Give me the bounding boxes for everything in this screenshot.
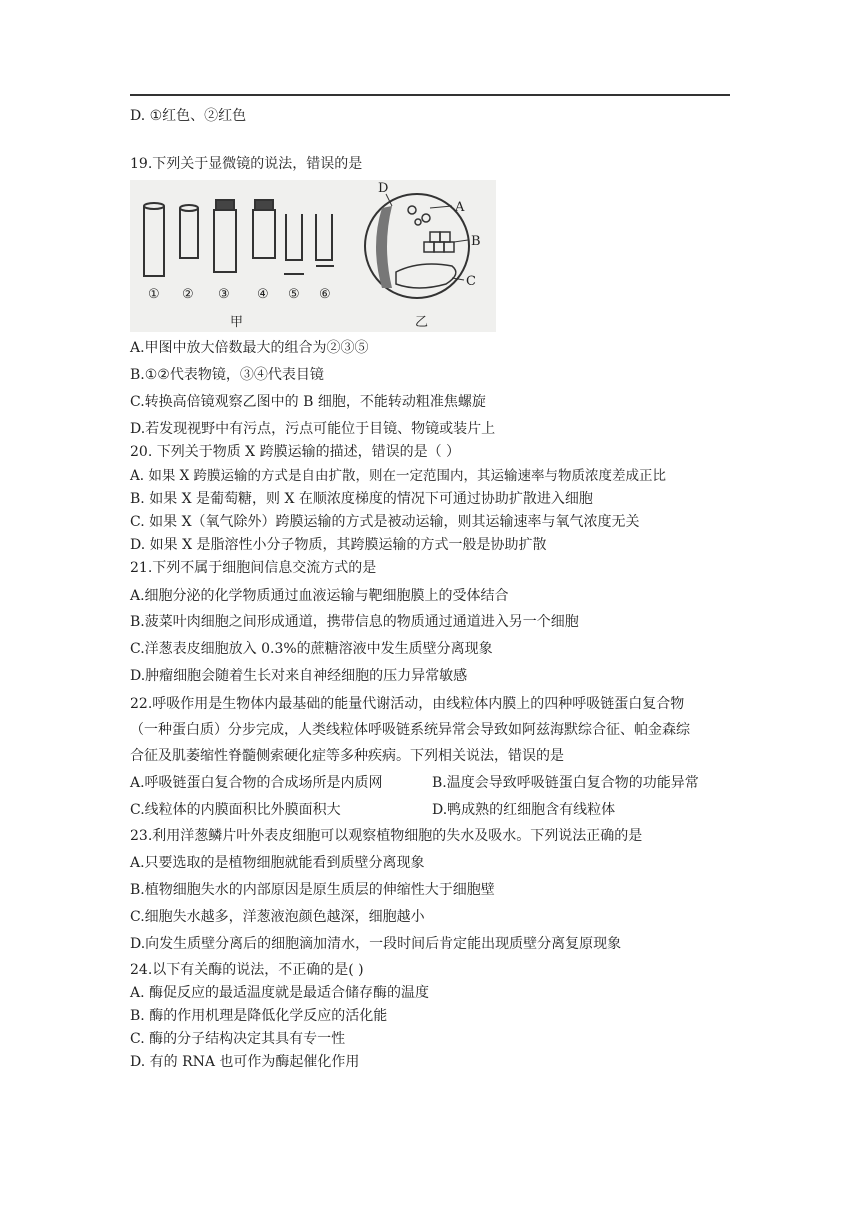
q22-stem-line-2: （一种蛋白质）分步完成，人类线粒体呼吸链系统异常会导致如阿兹海默综合征、帕金森综 <box>130 722 690 738</box>
q20-stem: 20. 下列关于物质 X 跨膜运输的描述，错误的是（ ） <box>130 444 461 460</box>
lens-num-4: ④ <box>257 287 269 302</box>
q20-option-a: A. 如果 X 跨膜运输的方式是自由扩散，则在一定范围内，其运输速率与物质浓度差成正比 <box>130 468 667 484</box>
label-c: C <box>466 274 476 289</box>
lens-num-5: ⑤ <box>288 287 300 302</box>
q19-option-d: D.若发现视野中有污点，污点可能位于目镜、物镜或装片上 <box>130 421 496 437</box>
header-rule <box>130 94 730 96</box>
lens-num-3: ③ <box>218 287 230 302</box>
q23-option-b: B.植物细胞失水的内部原因是原生质层的伸缩性大于细胞壁 <box>130 882 495 898</box>
lens-6-distance <box>316 214 334 266</box>
lens-5-distance <box>284 214 304 274</box>
field-of-view <box>365 194 469 298</box>
label-jia: 甲 <box>230 315 244 330</box>
lens-num-1: ① <box>148 287 160 302</box>
q21-option-a: A.细胞分泌的化学物质通过血液运输与靶细胞膜上的受体结合 <box>130 588 509 604</box>
lens-3-eyepiece <box>214 200 236 272</box>
lens-4-eyepiece <box>253 200 275 258</box>
lens-2-objective <box>180 205 198 258</box>
q22-stem-line-3: 合征及肌萎缩性脊髓侧索硬化症等多种疾病。下列相关说法，错误的是 <box>130 748 564 764</box>
q21-stem: 21.下列不属于细胞间信息交流方式的是 <box>130 560 377 576</box>
q21-option-b: B.菠菜叶肉细胞之间形成通道，携带信息的物质通过通道进入另一个细胞 <box>130 614 579 630</box>
q22-option-a: A.呼吸链蛋白复合物的合成场所是内质网 <box>130 775 383 791</box>
q22-option-c: C.线粒体的内膜面积比外膜面积大 <box>130 802 341 818</box>
q23-option-c: C.细胞失水越多，洋葱液泡颜色越深，细胞越小 <box>130 909 425 925</box>
q24-option-c: C. 酶的分子结构决定其具有专一性 <box>130 1031 346 1047</box>
q22-option-b: B.温度会导致呼吸链蛋白复合物的功能异常 <box>432 775 699 791</box>
q20-option-b: B. 如果 X 是葡萄糖，则 X 在顺浓度梯度的情况下可通过协助扩散进入细胞 <box>130 491 593 507</box>
label-d: D <box>378 181 389 196</box>
q19-option-a: A.甲图中放大倍数最大的组合为②③⑤ <box>130 340 369 356</box>
q23-stem: 23.利用洋葱鳞片叶外表皮细胞可以观察植物细胞的失水及吸水。下列说法正确的是 <box>130 828 643 844</box>
q19-option-c: C.转换高倍镜观察乙图中的 B 细胞，不能转动粗准焦螺旋 <box>130 394 486 410</box>
microscope-figure-svg <box>130 180 496 332</box>
q22-stem-line-1: 22.呼吸作用是生物体内最基础的能量代谢活动，由线粒体内膜上的四种呼吸链蛋白复合物 <box>130 696 685 712</box>
label-b: B <box>471 234 481 249</box>
q24-option-b: B. 酶的作用机理是降低化学反应的活化能 <box>130 1008 388 1024</box>
label-yi: 乙 <box>415 315 429 330</box>
q18-option-d: D. ①红色、②红色 <box>130 108 247 124</box>
q24-stem: 24.以下有关酶的说法，不正确的是( ) <box>130 962 364 978</box>
label-a: A <box>455 200 465 215</box>
q23-option-a: A.只要选取的是植物细胞就能看到质壁分离现象 <box>130 855 425 871</box>
q20-option-c: C. 如果 X（氧气除外）跨膜运输的方式是被动运输，则其运输速率与氧气浓度无关 <box>130 514 640 530</box>
q21-option-c: C.洋葱表皮细胞放入 0.3%的蔗糖溶液中发生质壁分离现象 <box>130 641 493 657</box>
q24-option-d: D. 有的 RNA 也可作为酶起催化作用 <box>130 1054 360 1070</box>
microscope-figure <box>130 180 496 332</box>
lens-num-6: ⑥ <box>319 287 331 302</box>
q19-option-b: B.①②代表物镜，③④代表目镜 <box>130 367 324 383</box>
lens-1-objective <box>144 203 164 276</box>
q24-option-a: A. 酶促反应的最适温度就是最适合储存酶的温度 <box>130 985 430 1001</box>
q23-option-d: D.向发生质壁分离后的细胞滴加清水，一段时间后肯定能出现质壁分离复原现象 <box>130 936 622 952</box>
lens-num-2: ② <box>182 287 194 302</box>
q20-option-d: D. 如果 X 是脂溶性小分子物质，其跨膜运输的方式一般是协助扩散 <box>130 537 547 553</box>
q21-option-d: D.肿瘤细胞会随着生长对来自神经细胞的压力异常敏感 <box>130 668 468 684</box>
q19-stem: 19.下列关于显微镜的说法，错误的是 <box>130 156 363 172</box>
q22-option-d: D.鸭成熟的红细胞含有线粒体 <box>432 802 616 818</box>
